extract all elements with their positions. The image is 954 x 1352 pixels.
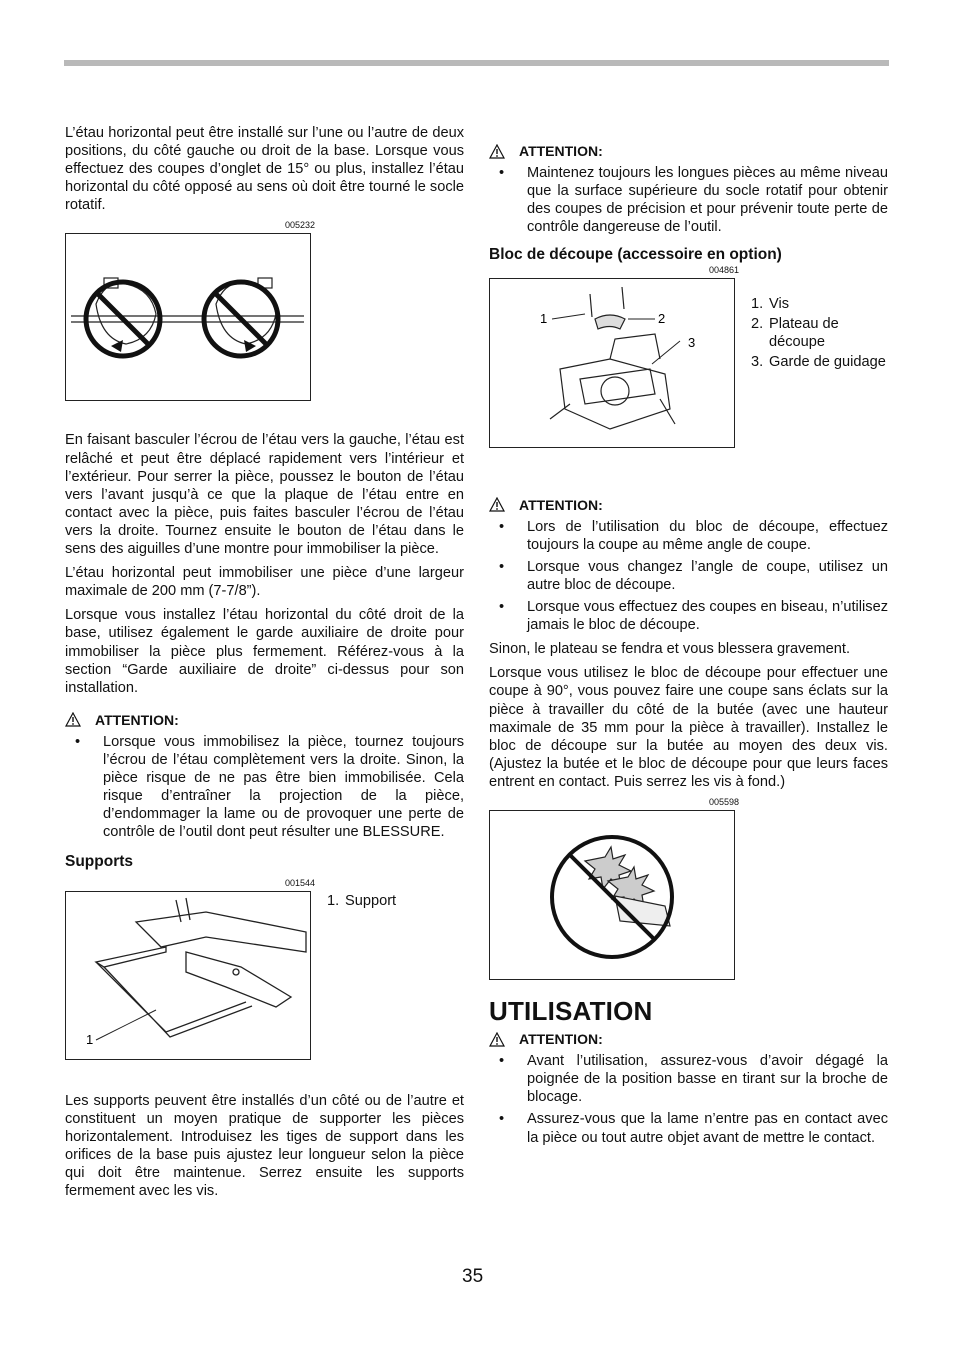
paragraph-supports: Les supports peuvent être installés d’un côté ou de l’autre et constituent un moyen pratique de supporter les pièces horizontalement. Introduisez les tiges de support dans les orifices de la base puis ajustez leur longueur selon la pièce qui doit être maintenue. Serrez ensuite les supports fermement avec les vis. — [65, 1092, 464, 1199]
list-item: • Assurez-vous que la lame n’entre pas en contact avec la pièce ou tout autre objet avant de mettre le contact. — [489, 1110, 888, 1146]
support-illustration — [66, 892, 309, 1058]
right-column — [489, 142, 888, 1153]
intro-paragraph: L’étau horizontal peut être installé sur l’une ou l’autre de deux positions, du côté gauche ou droit de la base. Lorsque vous effectuez des coupes d’onglet de 15° ou plus, installez l’étau horizontal du côté opposé au sens où doit être tourné le socle rotatif. — [65, 125, 464, 214]
callout-number: 1 — [86, 1031, 94, 1047]
paragraph-max-width: L’étau horizontal peut immobiliser une pièce d’une largeur maximale de 200 mm (7-7/8”). — [65, 565, 464, 600]
attention-label: ATTENTION: — [519, 1031, 603, 1048]
figure-legend — [327, 892, 396, 912]
figure-code: 001544 — [284, 877, 315, 888]
prohibited-vise-illustration — [66, 234, 309, 399]
attention-heading — [489, 496, 888, 514]
list-item: • Lors de l’utilisation du bloc de découpe, effectuez toujours la coupe au même angle de coupe. — [489, 518, 888, 554]
callout-number: 3 — [688, 334, 696, 350]
attention-list — [489, 518, 888, 635]
list-item: • Lorsque vous immobilisez la pièce, tournez toujours l’écrou de l’étau complètement vers la droite. Sinon, la pièce risque de ne pas être bien immobilisée. Cela risque d’entraîner la projection de la pièce, d’endommager la lame ou de provoquer une perte de contrôle de l’outil dont peut résulter une BLESSURE. — [65, 733, 464, 842]
left-column — [65, 124, 464, 1206]
figure-bevel-prohibited — [489, 810, 735, 980]
attention-list — [489, 1052, 888, 1146]
supports-figure-row — [65, 878, 464, 1060]
attention-list — [489, 164, 888, 236]
bloc-heading: Bloc de découpe (accessoire en option) — [489, 246, 782, 264]
prohibited-bevel-illustration — [490, 811, 733, 978]
legend-item: 3. Garde de guidage — [751, 353, 886, 370]
attention-heading — [65, 711, 464, 729]
paragraph-vise-operation: En faisant basculer l’écrou de l’étau vers la gauche, l’étau est relâché et peut être déplacé rapidement vers l’intérieur et l’extérieur. Pour serrer la pièce, poussez le bouton de l’étau vers l’avant jusqu’à ce que la plaque de l’étau entre en contact avec la pièce, puis faites basculer l’écrou de l’étau vers la droite. Tournez ensuite le bouton de l’étau dans le sens des aiguilles d’une montre pour immobiliser la pièce. — [65, 432, 464, 558]
list-item: • Maintenez toujours les longues pièces au même niveau que la surface supérieure du socle rotatif pour obtenir des coupes de précision et pour prévenir toute perte de contrôle dangereuse de l’outil. — [489, 164, 888, 236]
bloc-figure-row — [489, 264, 888, 448]
attention-heading — [489, 1030, 888, 1048]
legend-item: 1. Vis — [751, 295, 790, 312]
paragraph-warning: Sinon, le plateau se fendra et vous blessera gravement. — [489, 641, 851, 658]
warning-icon — [489, 144, 505, 159]
callout-number: 2 — [658, 310, 666, 326]
header-rule — [64, 60, 889, 66]
attention-list — [65, 733, 464, 842]
warning-icon — [489, 1032, 505, 1047]
list-item: • Lorsque vous changez l’angle de coupe, utilisez un autre bloc de découpe. — [489, 558, 888, 594]
paragraph-cutting-block-usage: Lorsque vous utilisez le bloc de découpe pour effectuer une coupe à 90°, vous pouvez faire une coupe sans éclats sur la pièce à travailler du côté de la butée (avec une hauteur maximale de 35 mm pour la pièce à travailler). Installez le bloc de découpe sur la butée au moyen des deux vis. (Ajustez la butée et le bloc de découpe pour que leurs faces entrent en contact. Puis serrez les vis à fond.) — [489, 665, 888, 790]
attention-label: ATTENTION: — [95, 711, 179, 728]
figure-code: 005598 — [708, 796, 739, 807]
attention-label: ATTENTION: — [519, 496, 603, 513]
warning-icon — [65, 712, 81, 727]
figure-code: 005232 — [284, 220, 315, 231]
figure-vise-prohibited — [65, 233, 311, 401]
paragraph-right-side: Lorsque vous installez l’étau horizontal du côté droit de la base, utilisez également le garde auxiliaire de droite pour immobiliser la pièce plus fermement. Référez-vous à la section “Garde auxiliaire de droite” ci-dessus pour son installation. — [65, 607, 464, 696]
attention-label: ATTENTION: — [519, 143, 603, 159]
cutting-block-illustration — [490, 279, 733, 446]
section-heading-utilisation: UTILISATION — [489, 995, 653, 1026]
supports-heading: Supports — [65, 853, 134, 871]
attention-heading — [489, 142, 888, 160]
list-item: • Avant l’utilisation, assurez-vous d’avoir dégagé la poignée de la position basse en tirant sur la broche de blocage. — [489, 1052, 888, 1106]
figure-cutting-block — [489, 278, 735, 448]
figure-supports — [65, 891, 311, 1060]
figure-legend — [751, 295, 888, 373]
callout-number: 1 — [540, 310, 548, 326]
page-number: 35 — [462, 1266, 484, 1287]
list-item: • Lorsque vous effectuez des coupes en biseau, n’utilisez jamais le bloc de découpe. — [489, 598, 888, 634]
warning-icon — [489, 497, 505, 512]
legend-item: 2. Plateau de découpe — [751, 315, 839, 350]
legend-item: 1. Support — [327, 892, 397, 909]
figure-code: 004861 — [708, 264, 739, 275]
